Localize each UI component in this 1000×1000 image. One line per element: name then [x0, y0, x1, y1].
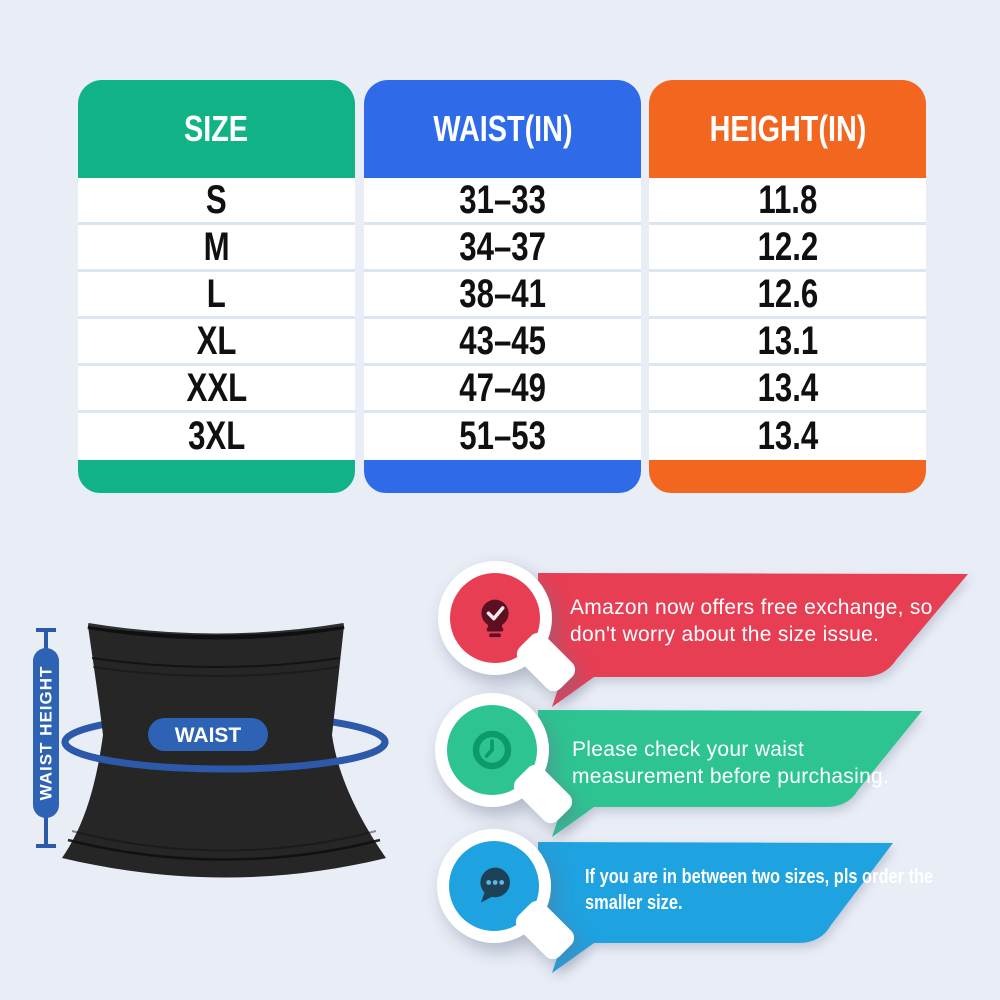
table-row — [78, 178, 355, 225]
table-row — [364, 366, 641, 413]
chat-dots-icon — [468, 860, 520, 912]
lightbulb-badge — [438, 561, 552, 675]
height-value: 13.4 — [757, 414, 818, 458]
table-row — [78, 413, 355, 460]
size-column-header — [78, 80, 355, 178]
table-row — [649, 413, 926, 460]
table-row — [649, 225, 926, 272]
lightbulb-check-icon — [469, 592, 521, 644]
size-value: 3XL — [187, 414, 246, 458]
waist-column-footer — [364, 460, 641, 493]
size-value: XXL — [186, 365, 247, 410]
height-value: 12.6 — [757, 271, 818, 316]
table-row — [364, 319, 641, 366]
height-column — [649, 80, 926, 493]
height-column-header-label: HEIGHT(IN) — [709, 108, 866, 149]
table-row — [649, 366, 926, 413]
height-value: 13.1 — [757, 318, 818, 363]
waist-column — [364, 80, 641, 493]
table-row — [364, 225, 641, 272]
clock-icon — [466, 724, 518, 776]
table-row — [78, 225, 355, 272]
clock-badge — [435, 693, 549, 807]
chat-badge-circle — [449, 841, 539, 931]
size-value: XL — [196, 318, 237, 363]
height-column-header — [649, 80, 926, 178]
waist-trainer-diagram — [20, 600, 440, 900]
size-column — [78, 80, 355, 493]
size-column-footer — [78, 460, 355, 493]
size-value: L — [206, 271, 227, 316]
table-row — [364, 178, 641, 225]
table-row — [364, 272, 641, 319]
waist-value: 31–33 — [459, 177, 546, 222]
table-row — [78, 272, 355, 319]
callout-text-measure: Please check your waist measurement before purchasing. — [572, 738, 890, 788]
waist-height-label: WAIST HEIGHT — [36, 665, 56, 801]
waist-value: 47–49 — [459, 365, 546, 410]
table-row — [78, 319, 355, 366]
clock-badge-circle — [447, 705, 537, 795]
height-value: 13.4 — [757, 365, 818, 410]
chat-badge — [437, 829, 551, 943]
callout-text-exchange: Amazon now offers free exchange, so don't worry about the size issue. — [570, 596, 933, 646]
table-row — [649, 319, 926, 366]
height-value: 11.8 — [757, 177, 818, 222]
height-column-footer — [649, 460, 926, 493]
height-value: 12.2 — [757, 224, 818, 269]
size-value: S — [206, 177, 227, 222]
table-row — [649, 272, 926, 319]
waist-value: 34–37 — [459, 224, 546, 269]
size-value: M — [203, 224, 230, 269]
lightbulb-badge-circle — [450, 573, 540, 663]
size-column-header-label: SIZE — [184, 108, 249, 149]
waist-value: 43–45 — [459, 318, 546, 363]
callout-text-between-sizes: If you are in between two sizes, pls order the smaller size. — [585, 866, 934, 914]
table-row — [78, 366, 355, 413]
table-row — [364, 413, 641, 460]
table-row — [649, 178, 926, 225]
waist-value: 38–41 — [459, 271, 546, 316]
waist-value: 51–53 — [459, 414, 546, 458]
waist-label: WAIST — [174, 724, 242, 747]
waist-column-header — [364, 80, 641, 178]
waist-column-header-label: WAIST(IN) — [432, 108, 573, 149]
